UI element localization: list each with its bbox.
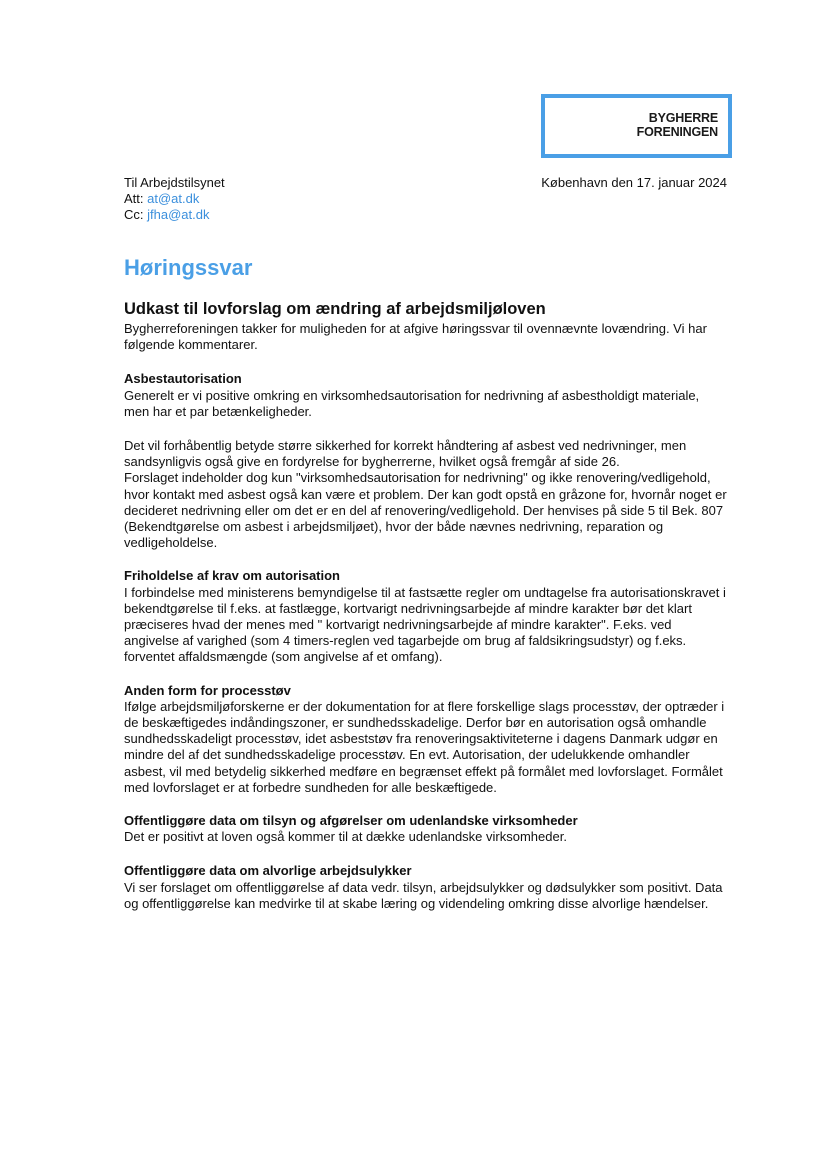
section-heading-asbestautorisation: Asbestautorisation — [124, 371, 242, 387]
section-paragraph: Forslaget indeholder dog kun "virksomhedsautorisation for nedrivning" og ikke renovering/vedligehold, hvor kontakt med asbest også kan være et problem. Der kan godt opstå en gråzone for, hvornår noget er decideret nedrivning eller om det er en del af renovering/vedligehold. Der henvises på side 5 til Bek. 807 (Bekendtgørelse om asbest i arbejdsmiljøet), hvor der både nævnes nedrivning, reparation og vedligeholdelse. — [124, 470, 727, 551]
document-subtitle: Udkast til lovforslag om ændring af arbejdsmiljøloven — [124, 300, 546, 318]
recipient-att-line — [124, 191, 225, 207]
section-heading-udenlandske-virksomheder: Offentliggøre data om tilsyn og afgørelser om udenlandske virksomheder — [124, 813, 578, 829]
intro-paragraph: Bygherreforeningen takker for muligheden for at afgive høringssvar til ovennævnte lovændring. Vi har følgende kommentarer. — [124, 321, 707, 353]
logo-line-1: BYGHERRE — [648, 111, 718, 125]
letter-date: København den 17. januar 2024 — [541, 175, 727, 190]
recipient-block — [124, 175, 225, 223]
att-email-link[interactable]: at@at.dk — [147, 191, 200, 206]
document-title: Høringssvar — [124, 255, 253, 280]
att-label: Att: — [124, 191, 144, 206]
section-paragraph: Det er positivt at loven også kommer til at dække udenlandske virksomheder. — [124, 829, 567, 845]
cc-email-link[interactable]: jfha@at.dk — [147, 207, 210, 222]
section-heading-friholdelse: Friholdelse af krav om autorisation — [124, 568, 340, 584]
letter-body — [124, 321, 728, 912]
bygherreforeningen-logo — [541, 94, 732, 158]
section-heading-arbejdsulykker: Offentliggøre data om alvorlige arbejdsulykker — [124, 863, 412, 879]
logo-wordmark — [637, 111, 718, 139]
recipient-to: Til Arbejdstilsynet — [124, 175, 225, 190]
recipient-cc-line — [124, 207, 225, 223]
section-heading-processtov: Anden form for processtøv — [124, 682, 291, 698]
section-paragraph: Ifølge arbejdsmiljøforskerne er der dokumentation for at flere forskellige slags processtøv, der optræder i de beskæftigedes indåndingszoner, er sundhedsskadelige. Derfor bør en autorisation også omhandle sundhedsskadeligt processtøv, idet asbeststøv fra renoveringsaktiviteterne i dagens Danmark udgør en mindre del af det sundhedsskadelige processtøv. En evt. Autorisation, der udelukkende omhandler asbest, vil med betydelig sikkerhed medføre en begrænset effekt på formålet med lovforslaget. Formålet med lovforslaget er at forbedre sundheden for alle beskæftigede. — [124, 698, 725, 795]
section-paragraph: I forbindelse med ministerens bemyndigelse til at fastsætte regler om undtagelse fra autorisationskravet i bekendtgørelse til f.eks. at fastlægge, kortvarigt nedrivningsarbejde af mindre karakter bør det klart præciseres hvad der menes med " kortvarigt nedrivningsarbejde af mindre karakter". F.eks. ved angivelse af varighed (som 4 timers-reglen ved tagarbejde om brug af faldsikringsudstyr) og f.eks. forventet affaldsmængde (som angivelse af et omfang). — [124, 584, 726, 665]
section-paragraph: Vi ser forslaget om offentliggørelse af data vedr. tilsyn, arbejdsulykker og dødsulykker som positivt. Data og offentliggørelse kan medvirke til at skabe læring og videndeling omkring disse alvorlige hændelser. — [124, 879, 723, 911]
logo-line-2: FORENINGEN — [636, 125, 718, 139]
section-paragraph: Det vil forhåbentlig betyde større sikkerhed for korrekt håndtering af asbest ved nedrivninger, men sandsynligvis også give en fordyrelse for bygherrerne, hvilket også fremgår af side 26. — [124, 438, 687, 470]
cc-label: Cc: — [124, 207, 144, 222]
section-paragraph: Generelt er vi positive omkring en virksomhedsautorisation for nedrivning af asbestholdigt materiale, men har et par betænkeligheder. — [124, 387, 700, 419]
